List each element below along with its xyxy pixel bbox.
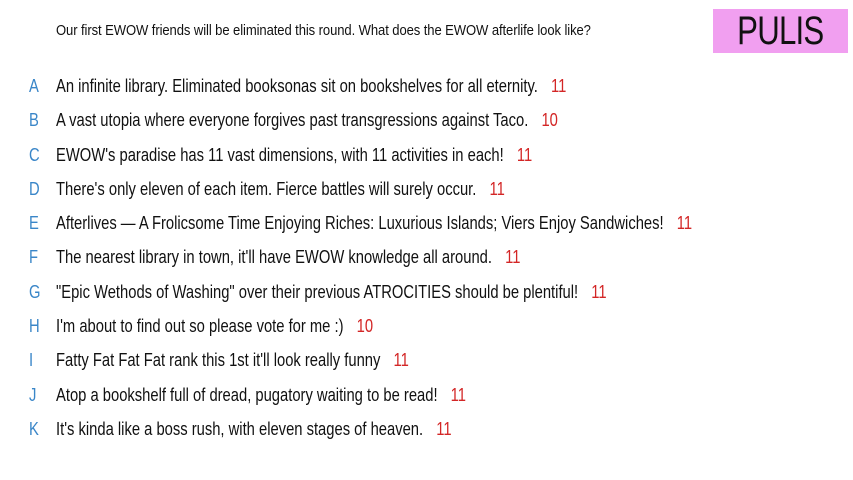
entry-f bbox=[0, 242, 853, 276]
entry-count: 11 bbox=[436, 418, 452, 439]
entry-d bbox=[0, 174, 853, 208]
entry-letter: C bbox=[29, 144, 40, 165]
entry-line bbox=[56, 110, 558, 131]
entry-text: I'm about to find out so please vote for me :) bbox=[56, 316, 344, 337]
entry-letter: H bbox=[29, 316, 40, 337]
entry-letter: A bbox=[29, 76, 39, 96]
entry-text: A vast utopia where everyone forgives past transgressions against Taco. bbox=[56, 110, 529, 131]
entry-h bbox=[0, 311, 853, 345]
entry-count: 11 bbox=[489, 178, 505, 199]
entry-line bbox=[56, 282, 607, 303]
contestant-tag bbox=[713, 9, 848, 53]
entry-b bbox=[0, 105, 853, 139]
entry-letter: E bbox=[29, 213, 39, 234]
entry-line bbox=[56, 316, 373, 337]
entry-text: Afterlives — A Frolicsome Time Enjoying Riches: Luxurious Islands; Viers Enjoy Sandwiches! bbox=[56, 213, 664, 234]
entry-letter: F bbox=[29, 247, 39, 268]
entry-a bbox=[0, 71, 853, 105]
entry-line bbox=[56, 247, 520, 268]
entry-letter: G bbox=[29, 281, 41, 302]
entry-letter: K bbox=[29, 418, 39, 439]
entry-text: An infinite library. Eliminated booksonas sit on bookshelves for all eternity. bbox=[56, 76, 538, 96]
entry-list bbox=[0, 71, 853, 448]
entry-letter: D bbox=[29, 178, 40, 199]
entry-i bbox=[0, 345, 853, 379]
entry-count: 11 bbox=[516, 144, 533, 165]
entry-text: There's only eleven of each item. Fierce battles will surely occur. bbox=[56, 178, 477, 199]
entry-line bbox=[56, 350, 409, 371]
contestant-tag-label: PULIS bbox=[737, 8, 824, 53]
entry-letter: J bbox=[29, 384, 37, 405]
entry-count: 10 bbox=[356, 316, 374, 337]
entry-letter: B bbox=[29, 110, 39, 131]
entry-text: Atop a bookshelf full of dread, pugatory waiting to be read! bbox=[56, 384, 438, 405]
prompt-text: Our first EWOW friends will be eliminated this round. What does the EWOW afterlife look like? bbox=[56, 23, 591, 39]
entry-text: It's kinda like a boss rush, with eleven stages of heaven. bbox=[56, 418, 424, 439]
entry-count: 11 bbox=[450, 384, 466, 405]
entry-g bbox=[0, 277, 853, 311]
entry-k bbox=[0, 414, 853, 448]
entry-text: EWOW's paradise has 11 vast dimensions, with 11 activities in each! bbox=[56, 144, 504, 165]
entry-count: 11 bbox=[550, 76, 567, 96]
entry-line bbox=[56, 213, 692, 234]
entry-line bbox=[56, 76, 566, 97]
entry-letter: I bbox=[29, 350, 34, 371]
entry-line bbox=[56, 385, 466, 406]
entry-text: Fatty Fat Fat Fat rank this 1st it'll look really funny bbox=[56, 350, 381, 371]
entry-count: 11 bbox=[591, 281, 607, 302]
entry-line bbox=[56, 145, 532, 166]
entry-count: 11 bbox=[676, 213, 693, 234]
entry-count: 10 bbox=[541, 110, 558, 131]
entry-text: "Epic Wethods of Washing" over their previous ATROCITIES should be plentiful! bbox=[56, 281, 579, 302]
entry-line bbox=[56, 179, 505, 200]
entry-line bbox=[56, 419, 452, 440]
entry-count: 11 bbox=[393, 350, 409, 371]
entry-e bbox=[0, 208, 853, 242]
entry-count: 11 bbox=[505, 247, 521, 268]
entry-c bbox=[0, 140, 853, 174]
entry-j bbox=[0, 380, 853, 414]
entry-text: The nearest library in town, it'll have EWOW knowledge all around. bbox=[56, 247, 492, 268]
